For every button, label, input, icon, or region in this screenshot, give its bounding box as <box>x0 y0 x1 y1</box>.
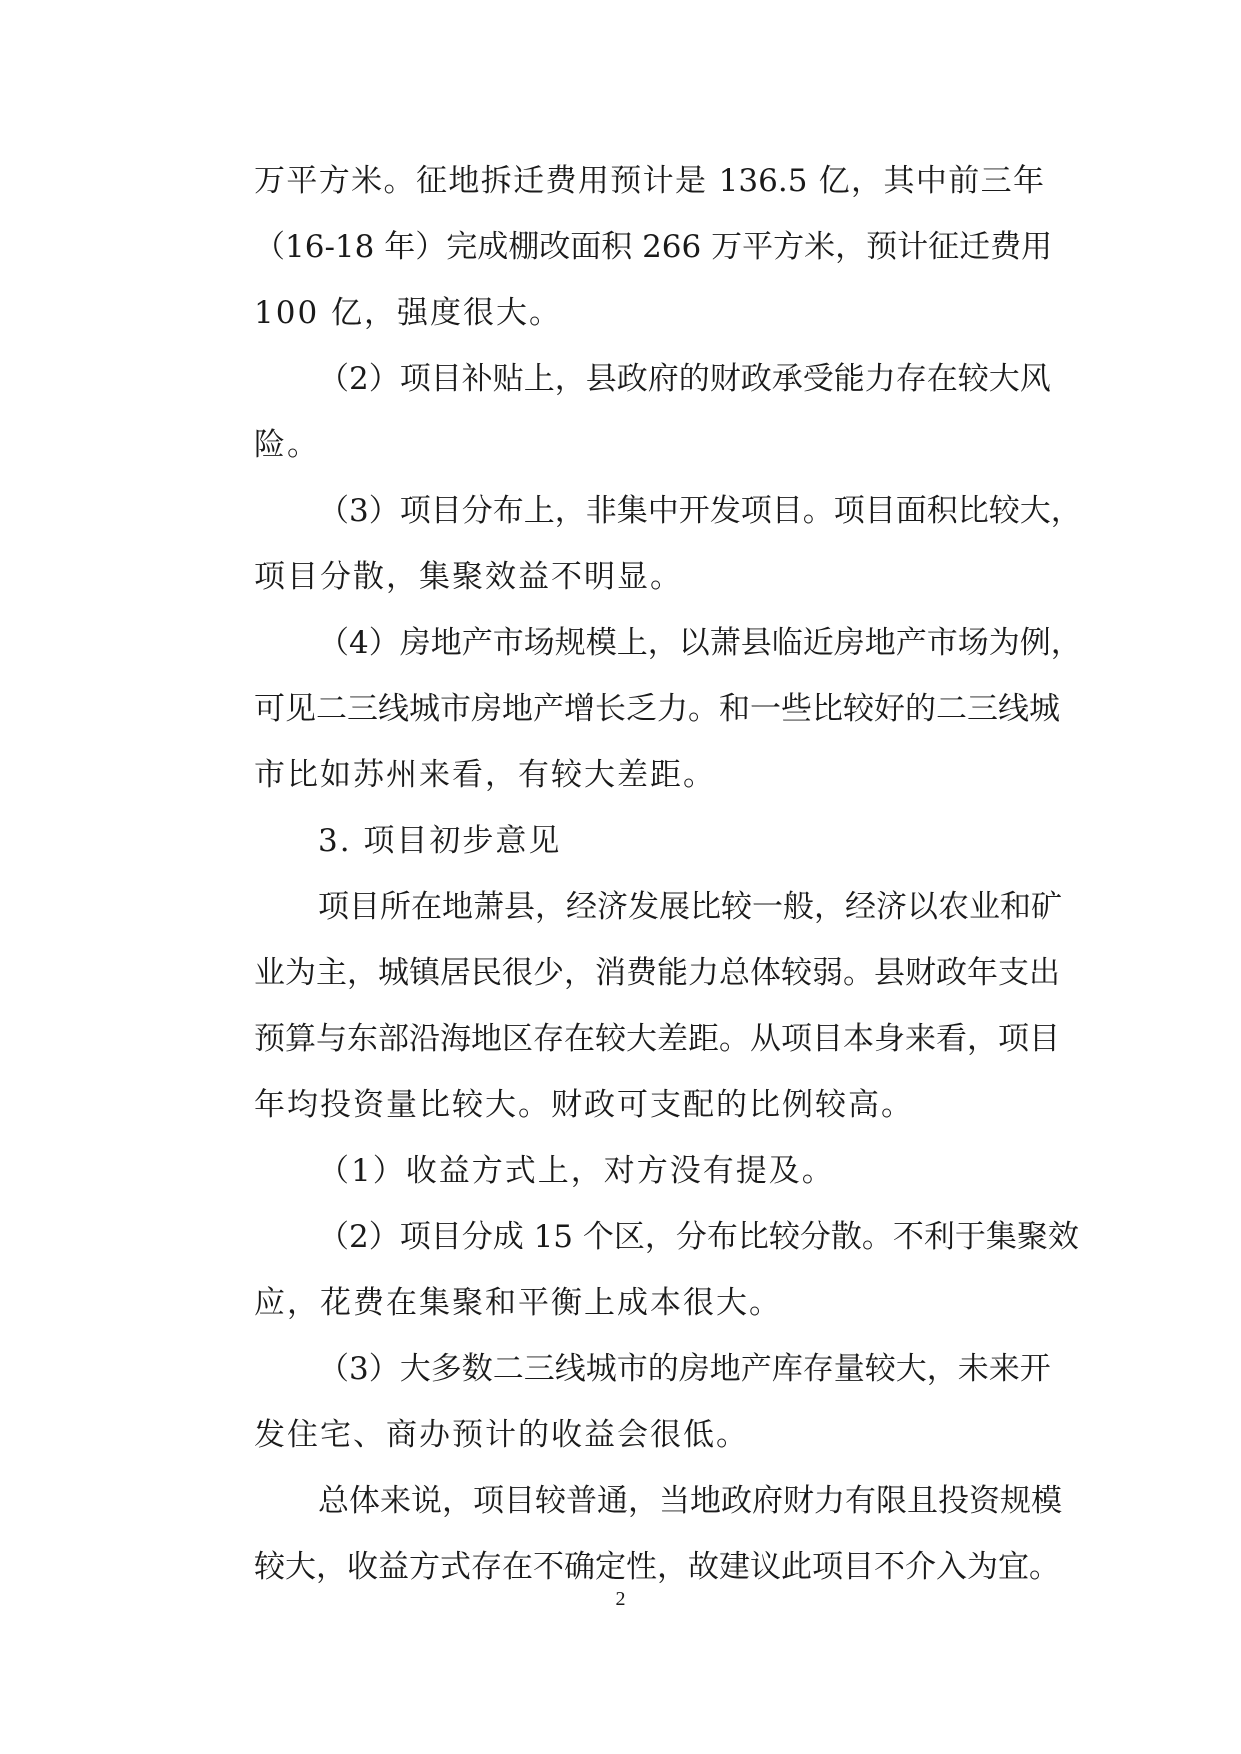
text-line: 发住宅、商办预计的收益会很低。 <box>254 1417 749 1453</box>
section-heading: 3. 项目初步意见 <box>318 823 562 859</box>
text-line: 总体来说，项目较普通，当地政府财力有限且投资规模 <box>318 1483 1062 1519</box>
text-line: 项目分散，集聚效益不明显。 <box>254 559 683 595</box>
text-line: （2）项目补贴上，县政府的财政承受能力存在较大风 <box>318 361 1051 397</box>
text-line: 年均投资量比较大。财政可支配的比例较高。 <box>254 1087 914 1123</box>
document-body <box>254 148 1082 1600</box>
text-line: 业为主，城镇居民很少，消费能力总体较弱。县财政年支出 <box>254 955 1060 991</box>
text-line: （2）项目分成 15 个区，分布比较分散。不利于集聚效 <box>318 1219 1079 1255</box>
text-line: 应，花费在集聚和平衡上成本很大。 <box>254 1285 782 1321</box>
text-line: （3）项目分布上，非集中开发项目。项目面积比较大， <box>318 493 1082 529</box>
text-line: （1）收益方式上，对方没有提及。 <box>318 1153 835 1189</box>
text-line: 较大，收益方式存在不确定性，故建议此项目不介入为宜。 <box>254 1549 1060 1585</box>
page-number: 2 <box>615 1588 626 1610</box>
text-line: （4）房地产市场规模上，以萧县临近房地产市场为例， <box>318 625 1082 661</box>
text-line: （16-18 年）完成棚改面积 266 万平方米，预计征迁费用 <box>254 229 1053 265</box>
text-line: 预算与东部沿海地区存在较大差距。从项目本身来看，项目 <box>254 1021 1060 1057</box>
text-line: 险。 <box>254 427 320 463</box>
text-line: 市比如苏州来看，有较大差距。 <box>254 757 716 793</box>
text-line: 万平方米。征地拆迁费用预计是 136.5 亿，其中前三年 <box>254 163 1044 199</box>
text-line: 可见二三线城市房地产增长乏力。和一些比较好的二三线城 <box>254 691 1060 727</box>
text-line: （3）大多数二三线城市的房地产库存量较大，未来开 <box>318 1351 1051 1387</box>
text-line: 100 亿，强度很大。 <box>254 295 563 331</box>
text-line: 项目所在地萧县，经济发展比较一般，经济以农业和矿 <box>318 889 1062 925</box>
